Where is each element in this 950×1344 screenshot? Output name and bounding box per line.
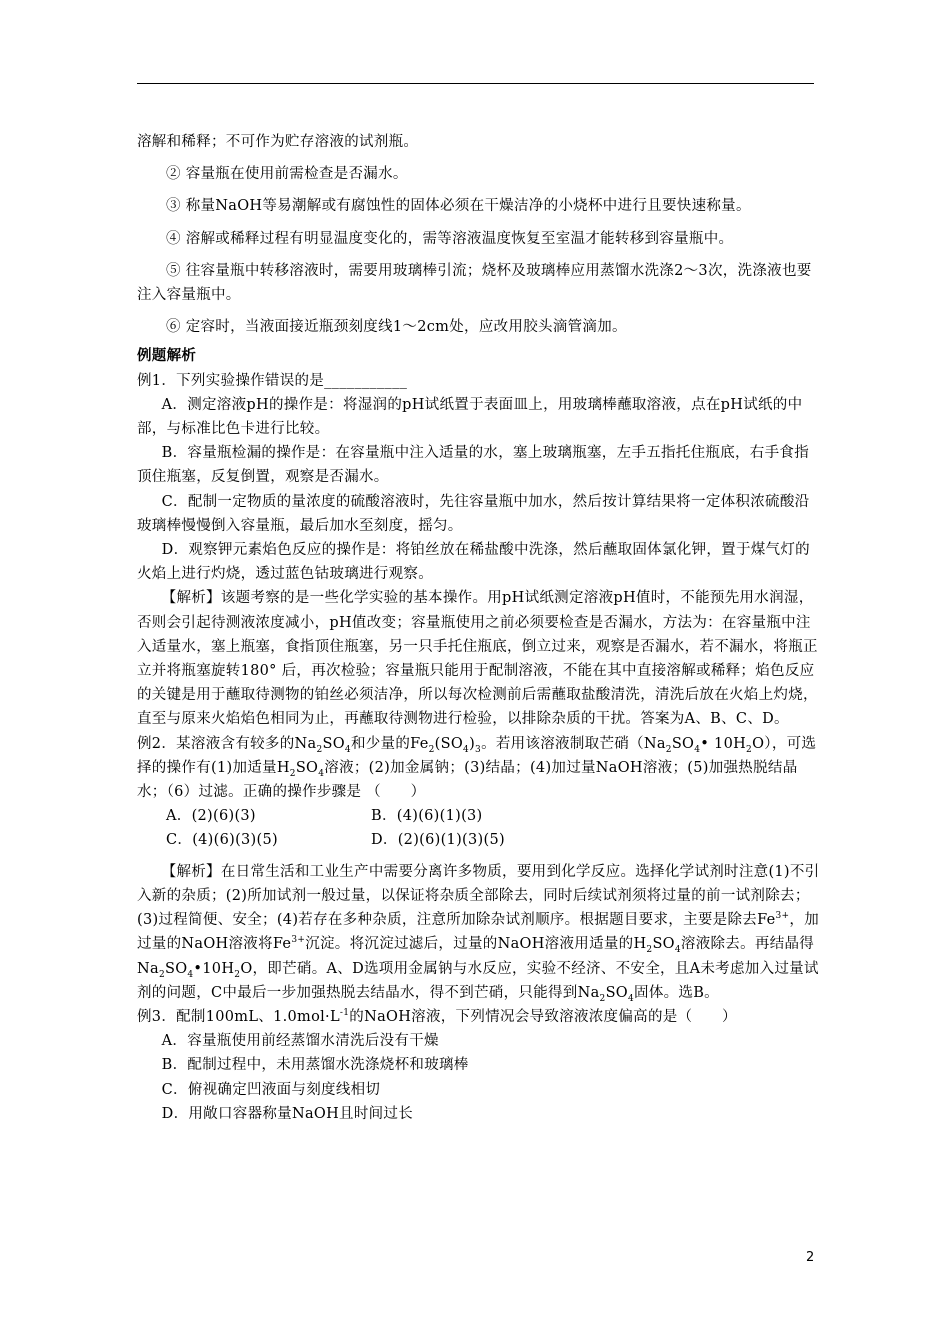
example-3-stem: 例3．配制100mL、$1.0mol\cdot L^{-1}$的NaOH溶液，下列情况会导致溶液浓度偏高的是（ ） — [137, 1008, 737, 1025]
note-4: ④ 溶解或稀释过程有明显温度变化的，需等溶液温度恢复至室温才能转移到容量瓶中。 — [166, 230, 734, 247]
analysis-text: 该题考察的是一些化学实验的基本操作。用pH试纸测定溶液pH值时，不能预先用水润湿，否则会引起待测液浓度减小，pH值改变；容量瓶使用之前必须要检查是否漏水，方法为：在容量瓶中注入适量水，塞上瓶塞，食指顶住瓶塞，另一只手托住瓶底，倒立过来，观察是否漏水，若不漏水，将瓶正立并将瓶塞旋转180° 后，再次检验；容量瓶只能用于配制溶液，不能在其中直接溶解或稀释；焰色反应的关键是用于蘸取待测物的铂丝必须洁净，所以每次检测前后需蘸取盐酸清洗，清洗后放在火焰上灼烧，直至与原来火焰焰色相同为止，再蘸取待测物进行检验，以排除杂质的干扰。答案为A、B、C、D。 — [137, 590, 818, 728]
note-3: ③ 称量NaOH等易潮解或有腐蚀性的固体必须在干燥洁净的小烧杯中进行且要快速称量。 — [166, 198, 751, 215]
page-number: 2 — [806, 1250, 815, 1265]
note-continuation: 溶解和稀释；不可作为贮存溶液的试剂瓶。 — [137, 134, 419, 150]
page-content — [137, 130, 821, 1126]
example-2-analysis: 【解析】在日常生活和工业生产中需要分离许多物质，要用到化学反应。选择化学试剂时注意(1)不引入新的杂质；(2)所加试剂一般过量，以保证将杂质全部除去，同时后续试剂须将过量的前一试剂除去；(3)过程简便、安全；(4)若存在多种杂质，注意所加除杂试剂顺序。根据题目要求，主要是除去$Fe^{3+}$，加过量的NaOH溶液将$Fe^{3+}$沉淀。将沉淀过滤后，过量的NaOH溶液用适量的$H_2SO_4$溶液除去。再结晶得$Na_2SO_4•10H_2O$，即芒硝。A、D选项用金属钠与水反应，实验不经济、不安全，且A未考虑加入过量试剂的问题，C中最后一步加强热脱去结晶水，得不到芒硝，只能得到$Na_2SO_4$固体。选B。 — [137, 863, 820, 1004]
note-6: ⑥ 定容时，当液面接近瓶颈刻度线1～2cm处，应改用胶头滴管滴加。 — [166, 319, 627, 336]
note-2: ② 容量瓶在使用前需检查是否漏水。 — [166, 166, 408, 183]
example-1-option-c: C．配制一定物质的量浓度的硫酸溶液时，先往容量瓶中加水，然后按计算结果将一定体积浓硫酸沿玻璃棒慢慢倒入容量瓶，最后加水至刻度，摇匀。 — [137, 493, 810, 534]
example-3-option-a: A．容量瓶使用前经蒸馏水清洗后没有干燥 — [161, 1033, 439, 1050]
example-2-option-b: B．(4)(6)(1)(3) — [371, 808, 483, 825]
example-3-option-d: D．用敞口容器称量NaOH且时间过长 — [161, 1105, 414, 1122]
section-title: 例题解析 — [137, 347, 197, 365]
example-1-option-a: A．测定溶液pH的操作是：将湿润的pH试纸置于表面皿上，用玻璃棒蘸取溶液，点在pH试纸的中部，与标准比色卡进行比较。 — [137, 396, 803, 438]
example-2-option-d: D．(2)(6)(1)(3)(5) — [371, 832, 505, 849]
example-3-option-b: B．配制过程中，未用蒸馏水洗涤烧杯和玻璃棒 — [161, 1057, 469, 1074]
example-2-option-c: C．(4)(6)(3)(5) — [166, 832, 278, 849]
header-rule — [137, 83, 814, 84]
example-1-stem: 例1．下列实验操作错误的是___________ — [137, 372, 408, 389]
example-1-analysis — [137, 586, 821, 731]
example-1-option-b: B．容量瓶检漏的操作是：在容量瓶中注入适量的水，塞上玻璃瓶塞，左手五指托住瓶底，右手食指顶住瓶塞，反复倒置，观察是否漏水。 — [137, 445, 809, 486]
note-5: ⑤ 往容量瓶中转移溶液时，需要用玻璃棒引流；烧杯及玻璃棒应用蒸馏水洗涤2～3次，洗涤液也要注入容量瓶中。 — [137, 262, 812, 304]
example-2-option-a: A．(2)(6)(3) — [166, 808, 256, 825]
example-2-options-row-2 — [137, 828, 821, 852]
example-2-options-row-1 — [137, 804, 821, 828]
example-1-option-d: D．观察钾元素焰色反应的操作是：将铂丝放在稀盐酸中洗涤，然后蘸取固体氯化钾，置于煤气灯的火焰上进行灼烧，透过蓝色钴玻璃进行观察。 — [137, 542, 810, 583]
example-3-option-c: C．俯视确定凹液面与刻度线相切 — [161, 1081, 381, 1098]
example-2-stem: 例2．某溶液含有较多的$Na_2SO_4$和少量的$Fe_2(SO_4)_3$。若用该溶液制取芒硝（$Na_2SO_4•$ $10H_2O$），可选择的操作有(1)加适量$H_2SO_4$溶液；(2)加金属钠；(3)结晶；(4)加过量NaOH溶液；(5)加强热脱结晶水；（6）过滤。正确的操作步骤是 （ ） — [137, 735, 817, 801]
analysis-tag: 【解析】 — [161, 590, 221, 607]
